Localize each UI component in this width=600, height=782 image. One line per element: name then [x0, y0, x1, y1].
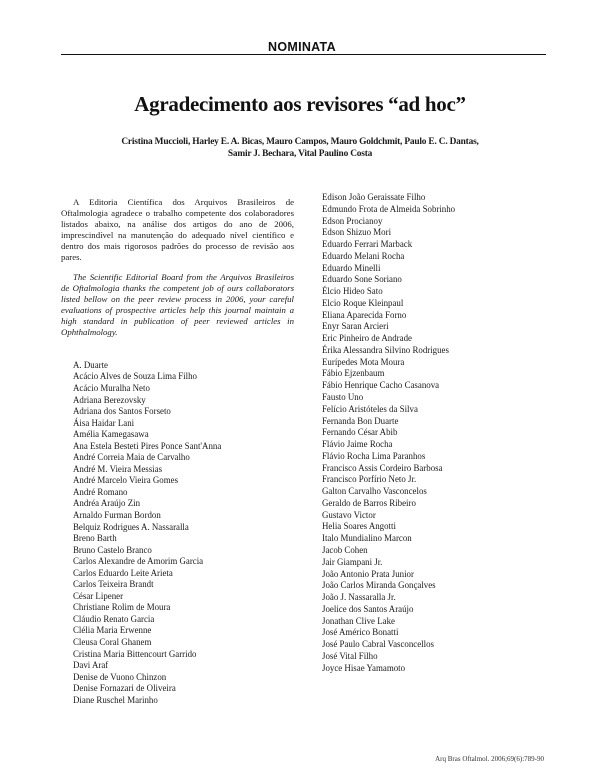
reviewer-name: Breno Barth — [73, 533, 117, 544]
reviewer-name: Fábio Henrique Cacho Casanova — [322, 380, 440, 391]
reviewer-name: Fábio Ejzenbaum — [322, 368, 385, 379]
section-label: NOMINATA — [268, 40, 336, 54]
reviewer-name: Francisco Assis Cordeiro Barbosa — [322, 462, 443, 473]
reviewer-name: Gustavo Victor — [322, 509, 376, 520]
right-column — [322, 192, 552, 674]
reviewer-name: Cristina Maria Bittencourt Garrido — [73, 648, 197, 659]
reviewer-name: César Lipener — [73, 590, 124, 601]
reviewer-name: Cláudio Renato Garcia — [73, 613, 155, 624]
reviewer-name: Diane Ruschel Marinho — [73, 694, 158, 705]
reviewer-name: Jair Giampani Jr. — [322, 556, 383, 567]
reviewer-name: Eurípedes Mota Moura — [322, 356, 405, 367]
reviewer-name: Arnaldo Furman Bordon — [73, 509, 161, 520]
reviewer-name: Helia Soares Angotti — [322, 521, 396, 532]
reviewer-name: Belquiz Rodrigues A. Nassaralla — [73, 521, 189, 532]
reviewer-name: Edson Shizuo Mori — [322, 227, 392, 238]
reviewer-name: João Carlos Miranda Gonçalves — [322, 580, 436, 591]
reviewer-name: Joelice dos Santos Araújo — [322, 603, 414, 614]
reviewer-name: Fernanda Bon Duarte — [322, 415, 399, 426]
reviewer-name: Davi Araf — [73, 660, 109, 671]
reviewer-name: Carlos Eduardo Leite Arieta — [73, 567, 173, 578]
reviewer-name: Francisco Porfírio Neto Jr. — [322, 474, 417, 485]
intro-english: The Scientific Editorial Board from the Arquivos Brasileiros de Oftalmologia thanks the competent job of ours collaborators listed bellow on the peer review process in 2006, your careful evaluations of prospective articles help this journal maintain a high standard in publication of peer reviewed articles in Ophthalmology. — [61, 272, 294, 337]
citation-footer: Arq Bras Oftalmol. 2006;69(6):789-90 — [435, 755, 544, 763]
reviewer-name: Eliana Aparecida Forno — [322, 309, 407, 320]
article-title: Agradecimento aos revisores “ad hoc” — [134, 92, 466, 116]
reviewer-name: Edison João Geraissate Filho — [322, 192, 426, 202]
reviewer-name: Edson Procianoy — [322, 215, 383, 226]
reviewer-name: Amélia Kamegasawa — [73, 429, 149, 440]
reviewer-name: Fernando César Abib — [322, 427, 398, 438]
reviewer-list-right — [322, 192, 552, 674]
reviewer-name: Adriana Berezovsky — [73, 394, 146, 405]
reviewer-name: Eric Pinheiro de Andrade — [322, 333, 412, 344]
reviewer-name: Enyr Saran Arcieri — [322, 321, 389, 332]
reviewer-name: Ana Estela Besteti Pires Ponce Sant'Anna — [73, 440, 222, 451]
reviewer-name: Acácio Alves de Souza Lima Filho — [73, 371, 197, 382]
reviewer-name: Bruno Castelo Branco — [73, 544, 152, 555]
reviewer-name: Acácio Muralha Neto — [73, 382, 150, 393]
reviewer-name: Denise de Vuono Chinzon — [73, 671, 167, 682]
reviewer-name: Denise Fornazari de Oliveira — [73, 683, 176, 694]
reviewer-name: Carlos Alexandre de Amorim Garcia — [73, 556, 204, 567]
reviewer-name: Joyce Hisae Yamamoto — [322, 662, 406, 673]
reviewer-name: André M. Vieira Messias — [73, 463, 163, 474]
reviewer-name: André Romano — [73, 486, 128, 497]
reviewer-name: José Vital Filho — [322, 650, 378, 661]
reviewer-name: Felício Aristóteles da Silva — [322, 403, 418, 414]
reviewer-name: Áisa Haidar Lani — [73, 417, 135, 428]
reviewer-name: Jacob Cohen — [322, 544, 368, 555]
reviewer-name: João J. Nassaralla Jr. — [322, 592, 396, 603]
reviewer-name: Eduardo Ferrari Marback — [322, 239, 413, 250]
intro-portuguese: A Editoria Científica dos Arquivos Brasileiros de Oftalmologia agradece o trabalho competente dos colaboradores listados abaixo, na análise dos artigos do ano de 2006, imprescindível na manutenção do adequado nível científico e dentro dos mais rigorosos padrões do processo de revisão aos pares. — [61, 197, 294, 262]
reviewer-name: Elcio Roque Kleinpaul — [322, 297, 404, 308]
reviewer-name: José Américo Bonatti — [322, 627, 399, 638]
reviewer-name: João Antonio Prata Junior — [322, 568, 414, 579]
reviewer-name: Flávio Jaime Rocha — [322, 439, 393, 450]
reviewer-name: Élcio Hideo Sato — [322, 286, 383, 297]
reviewer-name: Geraldo de Barros Ribeiro — [322, 497, 416, 508]
left-column — [61, 197, 294, 706]
reviewer-name: Galton Carvalho Vasconcelos — [322, 486, 427, 497]
reviewer-name: Érika Alessandra Silvino Rodrigues — [322, 344, 449, 355]
reviewer-list-left — [73, 360, 294, 706]
reviewer-name: Edmundo Frota de Almeida Sobrinho — [322, 203, 456, 214]
reviewer-name: A. Duarte — [73, 359, 108, 370]
reviewer-name: Adriana dos Santos Forseto — [73, 406, 171, 417]
section-divider — [61, 54, 546, 55]
reviewer-name: Eduardo Melani Rocha — [322, 250, 405, 261]
reviewer-name: André Marcelo Vieira Gomes — [73, 475, 179, 486]
reviewer-name: Flávio Rocha Lima Paranhos — [322, 450, 426, 461]
reviewer-name: Fausto Uno — [322, 392, 364, 403]
reviewer-name: Jonathan Clive Lake — [322, 615, 395, 626]
reviewer-name: Italo Mundialino Marcon — [322, 533, 412, 544]
reviewer-name: Clélia Maria Erwenne — [73, 625, 152, 636]
reviewer-name: Eduardo Sone Soriano — [322, 274, 402, 285]
reviewer-name: Cleusa Coral Ghanem — [73, 637, 152, 647]
reviewer-name: Eduardo Minelli — [322, 262, 381, 273]
author-list: Cristina Muccioli, Harley E. A. Bicas, Mauro Campos, Mauro Goldchmit, Paulo E. C. Dantas, Samir J. Bechara, Vital Paulino Costa — [121, 137, 479, 159]
reviewer-name: Carlos Teixeira Brandt — [73, 579, 154, 590]
reviewer-name: José Paulo Cabral Vasconcellos — [322, 639, 434, 650]
reviewer-name: André Correia Maia de Carvalho — [73, 452, 190, 463]
reviewer-name: Christiane Rolim de Moura — [73, 602, 171, 613]
reviewer-name: Andréa Araújo Zin — [73, 498, 141, 509]
